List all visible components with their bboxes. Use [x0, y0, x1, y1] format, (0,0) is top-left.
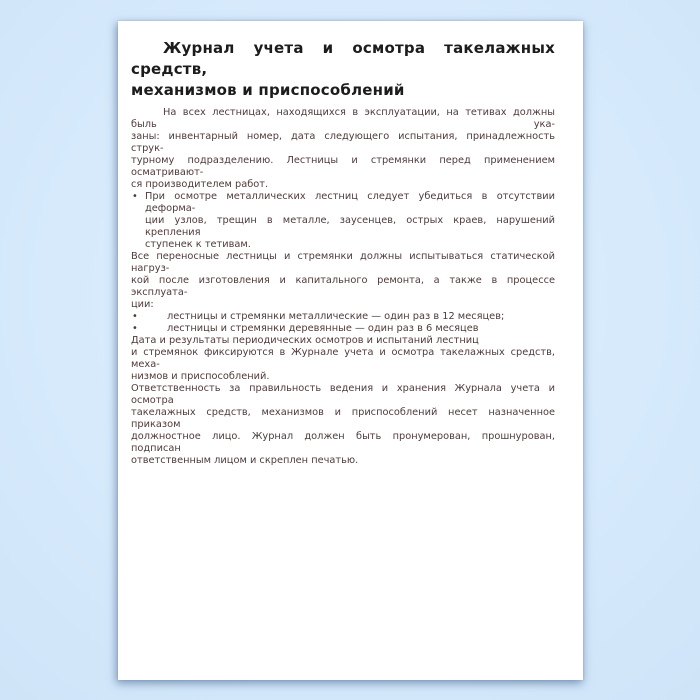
body-text-line: Дата и результаты периодических осмотров и испытаний лестниц	[131, 335, 479, 346]
body-text-line: и стремянок фиксируются в Журнале учета и осмотра такелажных средств, меха-	[131, 347, 555, 370]
body-text-line: Все переносные лестницы и стремянки должны испытываться статической нагруз-	[131, 251, 555, 274]
body-text-line: низмов и приспособлений.	[131, 371, 270, 382]
bullet-marker: •	[132, 323, 138, 334]
body-text-line: ции:	[131, 299, 154, 310]
body-text-line: • При осмотре металлических лестниц следует убедиться в отсутствии деформа-	[132, 191, 555, 214]
bullet-marker: •	[132, 191, 138, 202]
doc-title	[131, 38, 555, 101]
doc-body	[131, 107, 555, 467]
body-text-line: кой после изготовления и капитального ремонта, а также в процессе эксплуата-	[131, 275, 555, 298]
title-line: механизмов и приспособлений	[131, 81, 405, 99]
body-text-line: ступенек к тетивам.	[145, 239, 251, 250]
body-text-line: • лестницы и стремянки металлические — один раз в 12 месяцев;	[132, 311, 505, 322]
body-text-line: Ответственность за правильность ведения и хранения Журнала учета и осмотра	[131, 383, 555, 406]
body-text-line: такелажных средств, механизмов и приспособлений несет назначенное приказом	[131, 407, 555, 430]
body-text-line: ции узлов, трещин в металле, заусенцев, острых краев, нарушений крепления	[145, 215, 555, 238]
body-text-line: На всех лестницах, находящихся в эксплуатации, на тетивах должны быль ука-	[131, 107, 555, 130]
body-text-line: ответственным лицом и скреплен печатью.	[131, 455, 359, 466]
title-line: Журнал учета и осмотра такелажных средств,	[131, 39, 555, 78]
body-text-line: должностное лицо. Журнал должен быть пронумерован, прошнурован, подписан	[131, 431, 555, 454]
body-text-line: заны: инвентарный номер, дата следующего испытания, принадлежность струк-	[131, 131, 555, 154]
body-text-line: турному подразделению. Лестницы и стремянки перед применением осматривают-	[131, 155, 555, 178]
body-text-line: • лестницы и стремянки деревянные — один раз в 6 месяцев	[132, 323, 479, 334]
bullet-marker: •	[132, 311, 138, 322]
page-content	[131, 38, 555, 467]
document-page	[118, 21, 583, 680]
body-text-line: ся производителем работ.	[131, 179, 269, 190]
